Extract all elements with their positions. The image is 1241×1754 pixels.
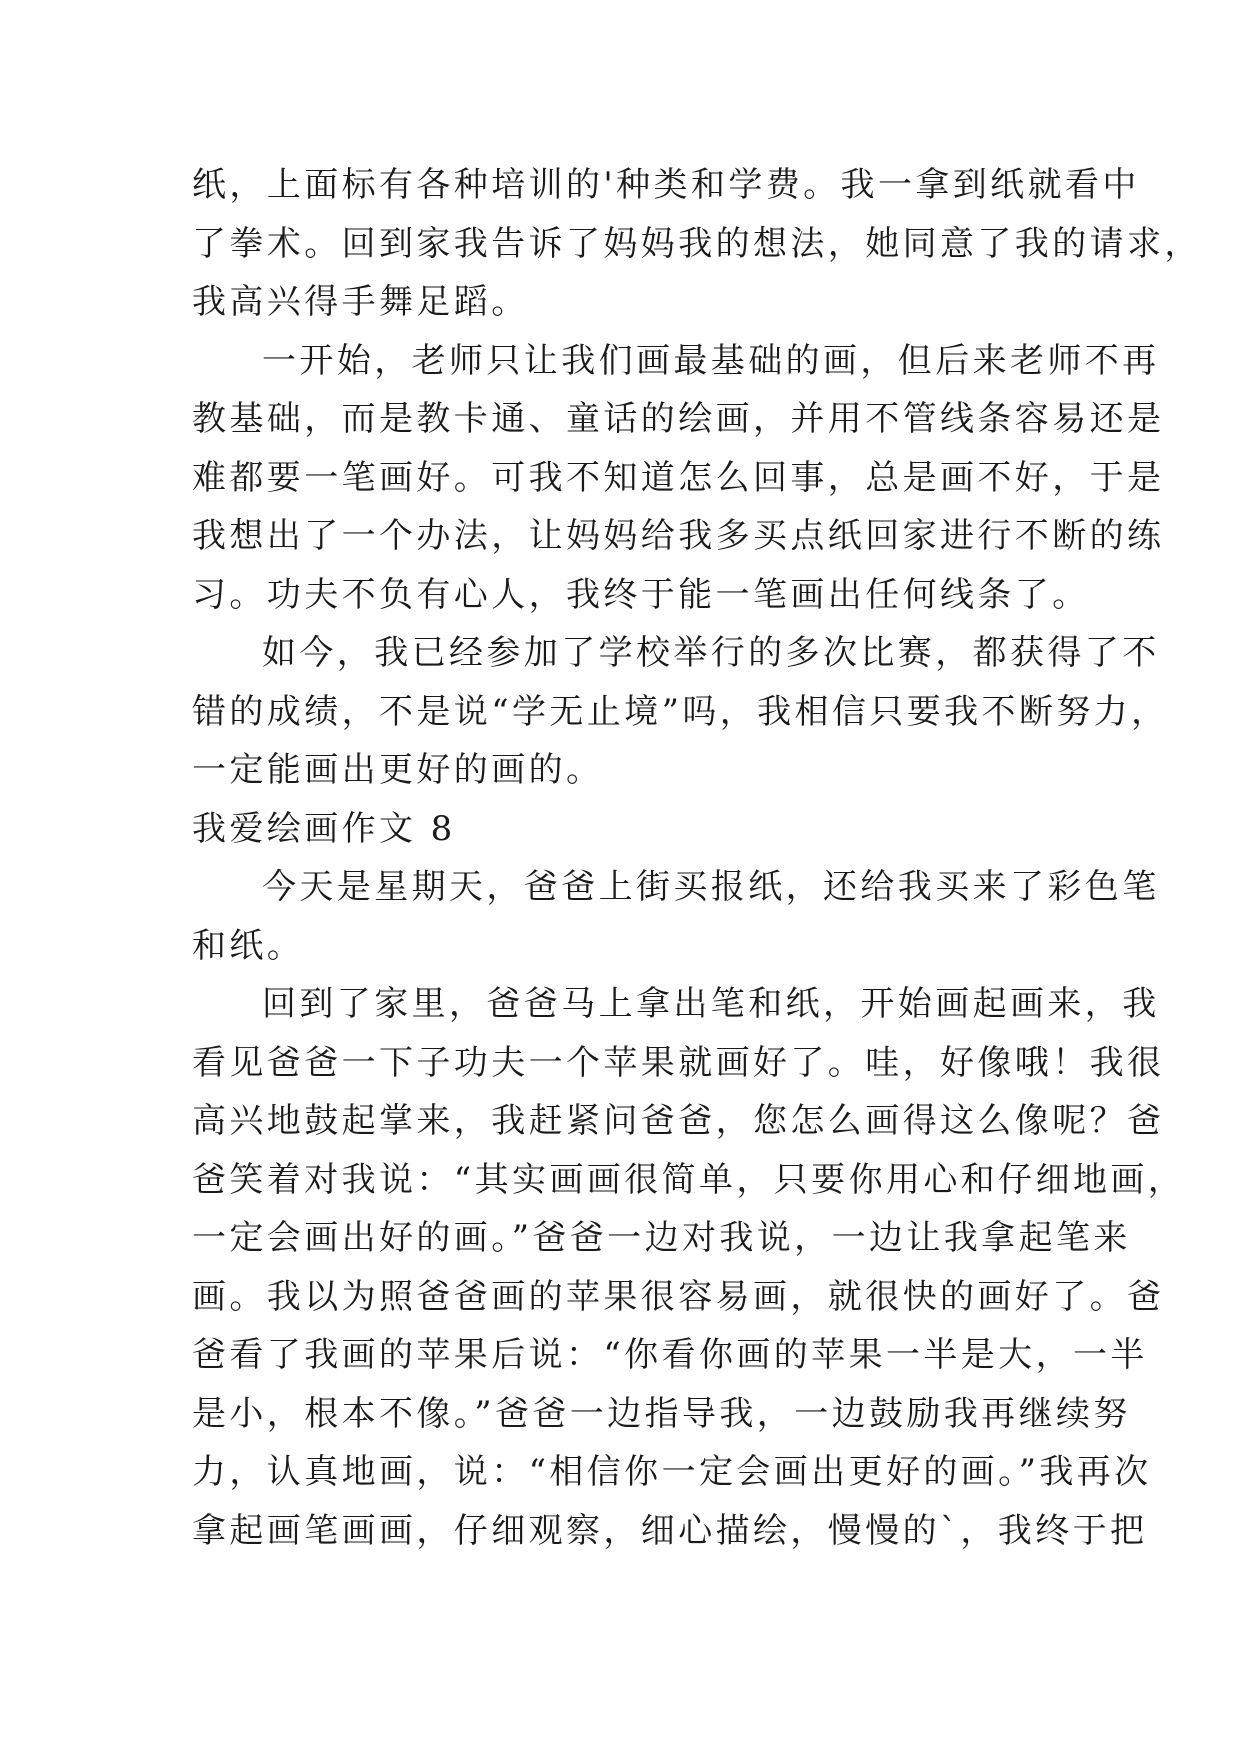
- text-line: 今天是星期天，爸爸上街买报纸，还给我买来了彩色笔: [262, 867, 1160, 907]
- section-heading: 我爱绘画作文 8: [192, 808, 456, 849]
- text-line: 习。功夫不负有心人，我终于能一笔画出任何线条了。: [192, 574, 1090, 615]
- text-line: 力，认真地画，说：“相信你一定会画出更好的画。”我再次: [192, 1452, 1152, 1492]
- text-line: 爸看了我画的苹果后说：“你看你画的苹果一半是大，一半: [192, 1335, 1148, 1375]
- text-line: 一定能画出更好的画的。: [192, 750, 604, 790]
- text-line: 爸笑着对我说：“其实画画很简单，只要你用心和仔细地画，: [192, 1159, 1186, 1200]
- text-line: 拿起画笔画画，仔细观察，细心描绘，慢慢的`，我终于把: [192, 1510, 1148, 1551]
- text-line: 我高兴得手舞足蹈。: [192, 282, 529, 322]
- text-line: 回到了家里，爸爸马上拿出笔和纸，开始画起画来，我: [262, 984, 1160, 1024]
- text-line: 错的成绩，不是说“学无止境”吗，我相信只要我不断努力，: [192, 691, 1169, 732]
- text-line: 难都要一笔画好。可我不知道怎么回事，总是画不好，于是: [192, 457, 1165, 498]
- text-line: 一开始，老师只让我们画最基础的画，但后来老师不再: [262, 340, 1160, 381]
- text-line: 了拳术。回到家我告诉了妈妈我的想法，她同意了我的请求，: [192, 223, 1202, 264]
- essay-text: [192, 156, 1202, 1560]
- text-line: 是小，根本不像。”爸爸一边指导我，一边鼓励我再继续努: [192, 1393, 1131, 1434]
- text-line: 如今，我已经参加了学校举行的多次比赛，都获得了不: [262, 633, 1160, 673]
- text-line: 和纸。: [192, 925, 305, 966]
- text-line: 教基础，而是教卡通、童话的绘画，并用不管线条容易还是: [192, 399, 1165, 439]
- text-line: 纸，上面标有各种培训的'种类和学费。我一拿到纸就看中: [192, 165, 1140, 205]
- text-line: 看见爸爸一下子功夫一个苹果就画好了。哇，好像哦！我很: [192, 1042, 1165, 1083]
- text-line: 高兴地鼓起掌来，我赶紧问爸爸，您怎么画得这么像呢？爸: [192, 1101, 1165, 1141]
- text-line: 一定会画出好的画。”爸爸一边对我说，一边让我拿起笔来: [192, 1218, 1131, 1258]
- text-line: 画。我以为照爸爸画的苹果很容易画，就很快的画好了。爸: [192, 1276, 1165, 1317]
- text-line: 我想出了一个办法，让妈妈给我多买点纸回家进行不断的练: [192, 516, 1165, 556]
